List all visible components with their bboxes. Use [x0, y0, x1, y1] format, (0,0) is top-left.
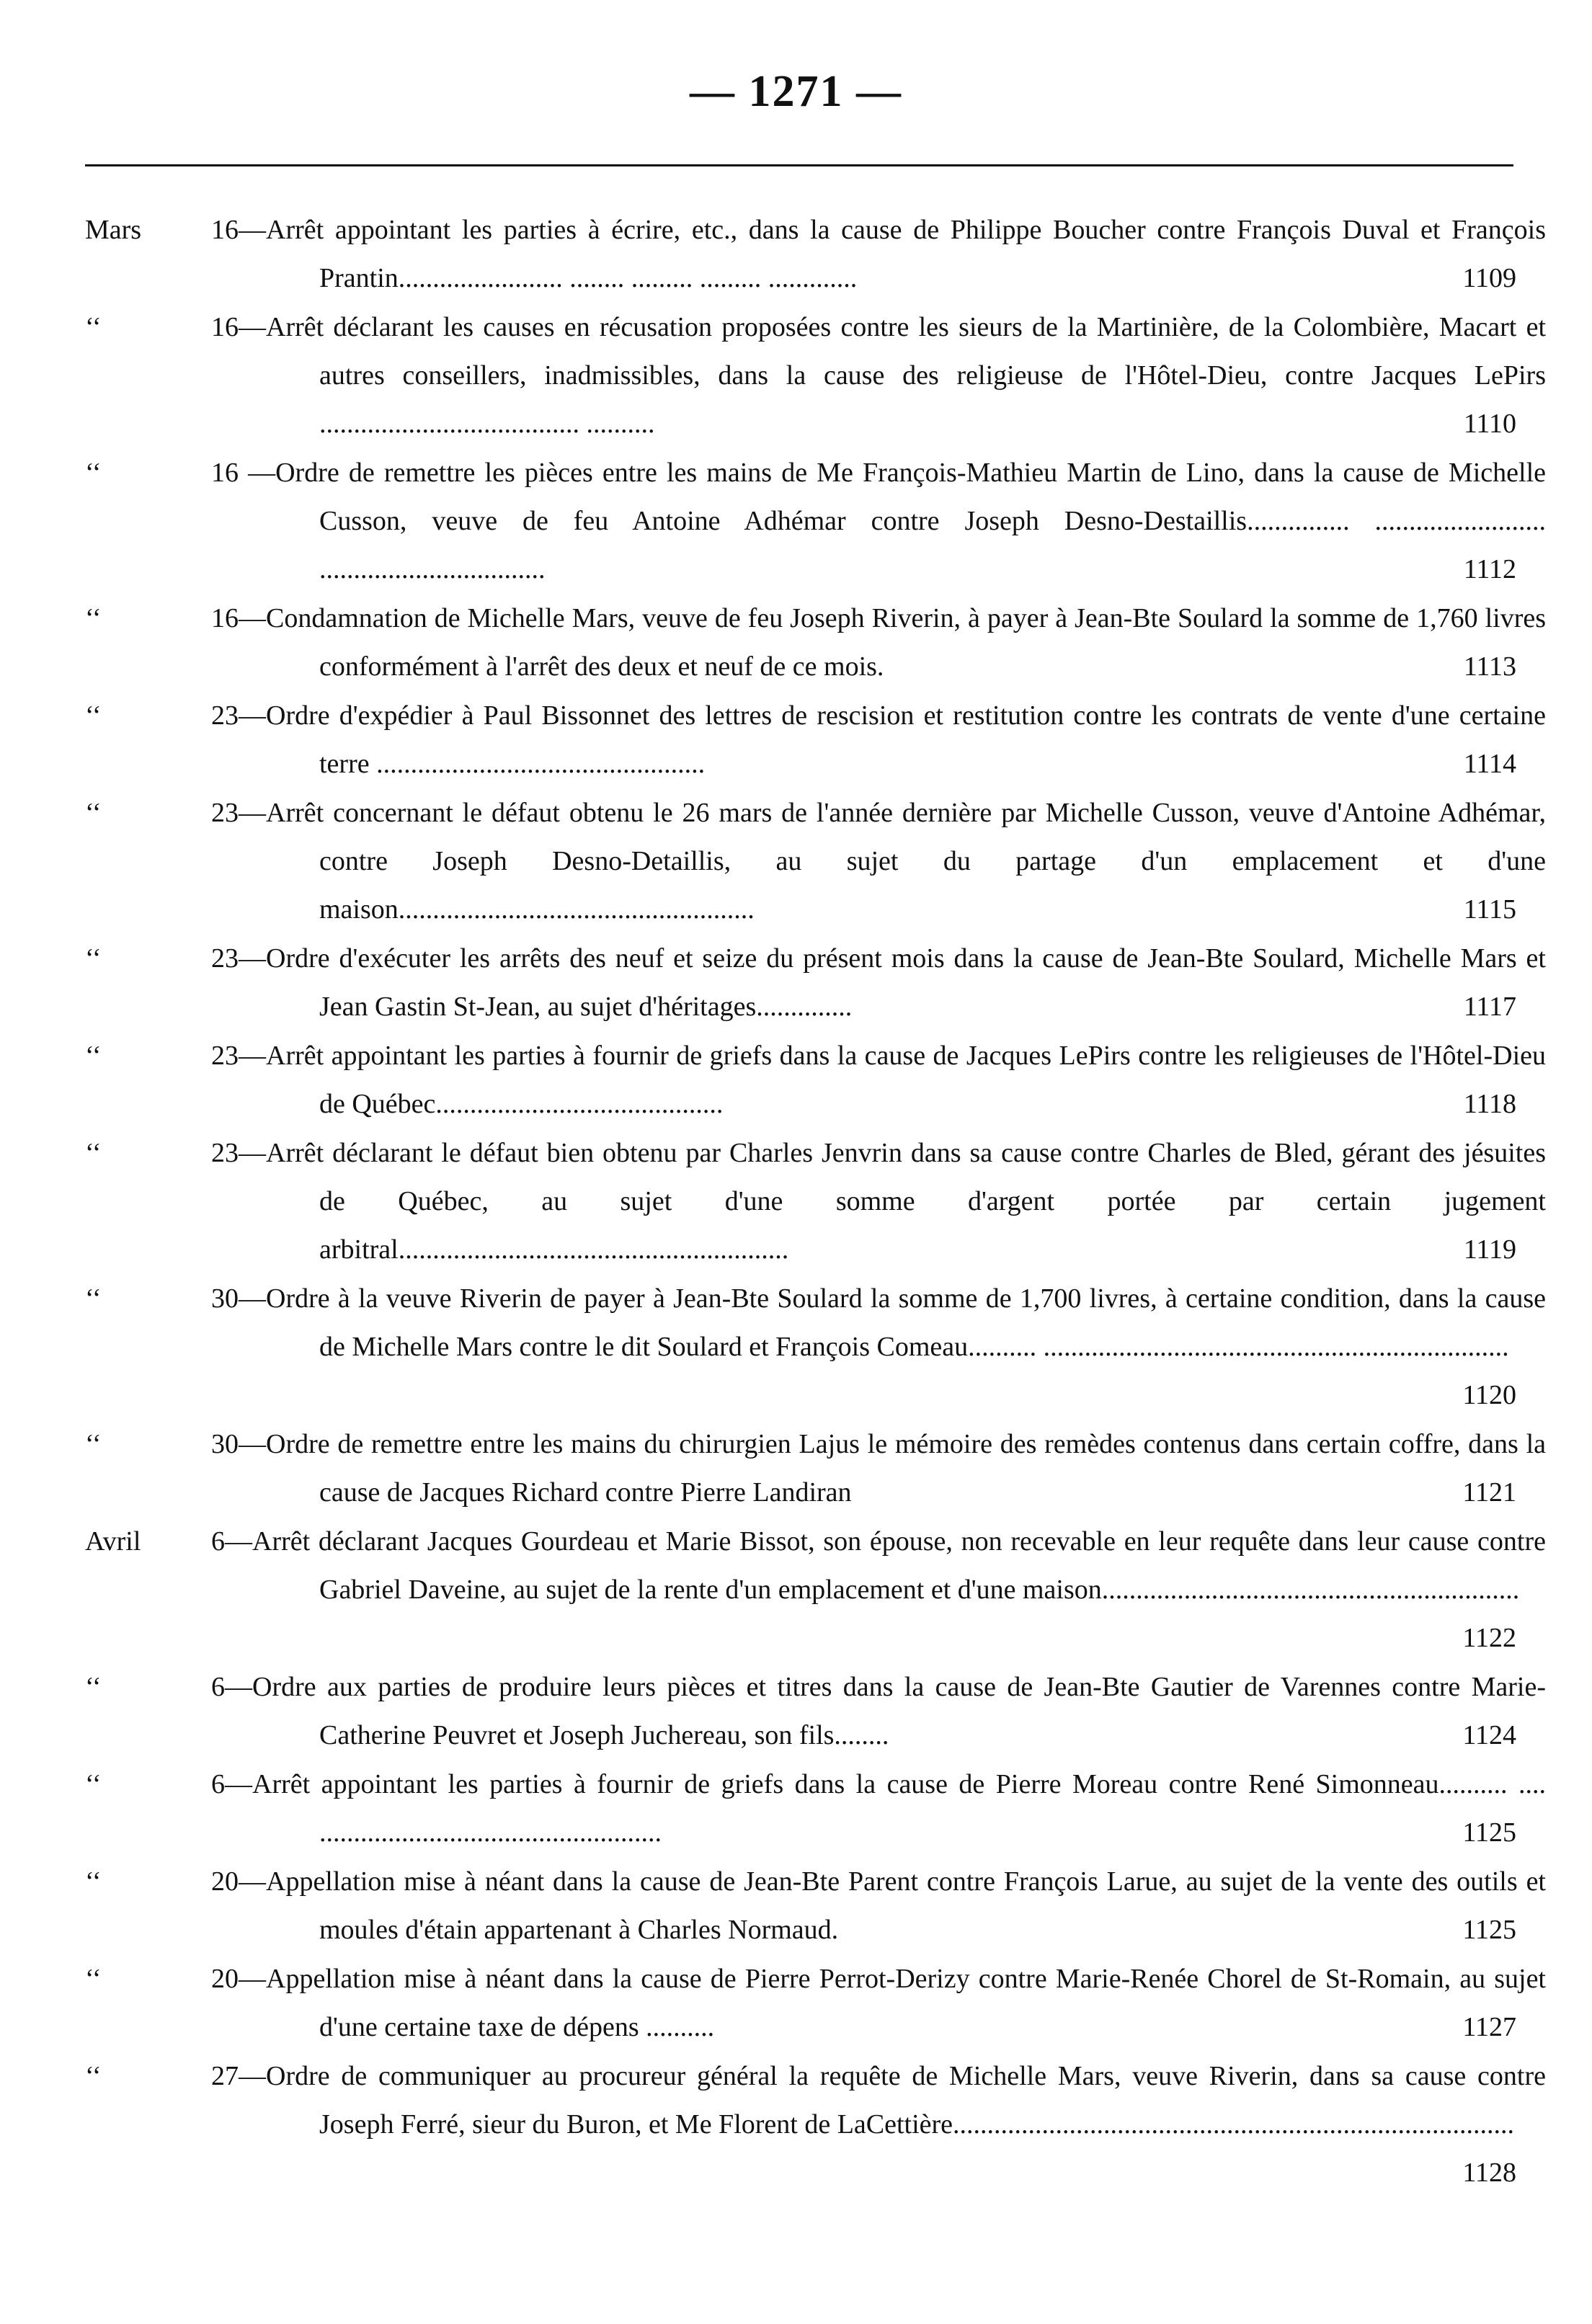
entry-body	[211, 935, 1592, 1031]
entry-text: —Ordre à la veuve Riverin de payer à Jean-Bte Soulard la somme de 1,700 livres, à certaine condition, dans la cause de Michelle Mars contre le dit Soulard et François Comeau.......... ....................................................................	[239, 1283, 1546, 1362]
entry-month: ‘‘	[85, 1041, 102, 1071]
entry-body	[211, 206, 1592, 303]
entry-page-ref: 1122	[1462, 1623, 1516, 1653]
entry-text: —Ordre d'exécuter les arrêts des neuf et seize du présent mois dans la cause de Jean-Bte Soulard, Michelle Mars et Jean Gastin St-Jean, au sujet d'héritages..............	[239, 943, 1546, 1022]
header-rule	[85, 164, 1513, 166]
register-entry	[0, 1663, 1592, 1760]
entry-text: —Arrêt appointant les parties à écrire, etc., dans la cause de Philippe Boucher contre François Duval et François Prantin........................ ........ ......... ......... .............	[239, 215, 1546, 293]
entry-day: 23	[211, 943, 239, 974]
entry-month: ‘‘	[85, 1964, 102, 1994]
entry-text: —Arrêt appointant les parties à fournir de griefs dans la cause de Pierre Moreau contre René Simonneau.......... .... ..................................................	[225, 1769, 1546, 1848]
entry-page-ref: 1118	[1463, 1089, 1516, 1119]
entry-text: —Ordre d'expédier à Paul Bissonnet des lettres de rescision et restitution contre les contrats de vente d'une certaine terre ................................................	[239, 700, 1546, 779]
entry-month: ‘‘	[85, 458, 102, 488]
register-entry	[0, 206, 1592, 303]
register-entry	[0, 1129, 1592, 1274]
entry-body	[211, 789, 1592, 934]
entry-text: —Condamnation de Michelle Mars, veuve de feu Joseph Riverin, à payer à Jean-Bte Soulard la somme de 1,760 livres conformément à l'arrêt des deux et neuf de ce mois.	[239, 603, 1546, 682]
entry-text: —Arrêt appointant les parties à fournir de griefs dans la cause de Jacques LePirs contre les religieuses de l'Hôtel-Dieu de Québec..........................................	[239, 1041, 1546, 1119]
entry-body	[211, 1032, 1592, 1128]
entry-month: ‘‘	[85, 798, 102, 828]
entry-day: 23	[211, 1138, 239, 1168]
entry-body	[211, 303, 1592, 448]
entry-month: ‘‘	[85, 1769, 102, 1799]
entry-text: —Ordre aux parties de produire leurs pièces et titres dans la cause de Jean-Bte Gautier de Varennes contre Marie-Catherine Peuvret et Joseph Juchereau, son fils........	[225, 1672, 1546, 1750]
entry-page-ref: 1125	[1462, 1817, 1516, 1848]
entry-body	[211, 1955, 1592, 2052]
entry-text: —Arrêt déclarant Jacques Gourdeau et Marie Bissot, son épouse, non recevable en leur requête dans leur cause contre Gabriel Daveine, au sujet de la rente d'un emplacement et d'une maison.............................................................	[225, 1526, 1546, 1605]
entry-month: ‘‘	[85, 1866, 102, 1897]
register-entry	[0, 935, 1592, 1031]
entry-month: ‘‘	[85, 603, 102, 633]
entry-day: 20	[211, 1964, 239, 1994]
entry-page-ref: 1125	[1462, 1915, 1516, 1945]
entry-day: 27	[211, 2061, 239, 2091]
entry-body	[211, 449, 1592, 594]
entry-page-ref: 1117	[1463, 992, 1516, 1022]
entry-page-ref: 1109	[1462, 263, 1516, 293]
entry-day: 20	[211, 1866, 239, 1897]
register-entry	[0, 1275, 1592, 1420]
entry-body	[211, 1760, 1592, 1857]
register-entry	[0, 1420, 1592, 1517]
entry-day: 23	[211, 798, 239, 828]
register-entry	[0, 1955, 1592, 2052]
entry-body	[211, 1663, 1592, 1760]
entry-page-ref: 1119	[1463, 1234, 1516, 1265]
entry-page-ref: 1127	[1462, 2012, 1516, 2042]
entry-page-ref: 1128	[1462, 2158, 1516, 2188]
entry-body	[211, 692, 1592, 788]
entry-day: 6	[211, 1769, 225, 1799]
register-entry	[0, 1518, 1592, 1662]
entry-day: 16	[211, 603, 239, 633]
entry-text: —Arrêt déclarant le défaut bien obtenu par Charles Jenvrin dans sa cause contre Charles de Bled, gérant des jésuites de Québec, au sujet d'une somme d'argent portée par certain jugement arbitral.........................................................	[239, 1138, 1546, 1265]
register-entry	[0, 789, 1592, 934]
entry-month: Avril	[85, 1526, 141, 1557]
register-entry	[0, 449, 1592, 594]
entry-day: 16	[211, 458, 239, 488]
entry-text: —Appellation mise à néant dans la cause de Jean-Bte Parent contre François Larue, au sujet de la vente des outils et moules d'étain appartenant à Charles Normaud.	[239, 1866, 1546, 1945]
entry-text: —Arrêt déclarant les causes en récusation proposées contre les sieurs de la Martinière, de la Colombière, Macart et autres conseillers, inadmissibles, dans la cause des religieuse de l'Hôtel-Dieu, contre Jacques LePirs ...................................... ..........	[239, 312, 1546, 439]
entry-body	[211, 595, 1592, 691]
page-number: — 1271 —	[690, 67, 902, 116]
entry-month: ‘‘	[85, 943, 102, 974]
entry-page-ref: 1114	[1463, 749, 1516, 779]
entry-body	[211, 2052, 1592, 2149]
entry-month: Mars	[85, 215, 142, 245]
entry-day: 16	[211, 312, 239, 342]
entry-page-ref: 1110	[1463, 409, 1516, 439]
entry-day: 23	[211, 700, 239, 731]
entry-day: 23	[211, 1041, 239, 1071]
register-entry	[0, 1760, 1592, 1857]
entry-month: ‘‘	[85, 1283, 102, 1314]
entry-month: ‘‘	[85, 1672, 102, 1702]
entry-day: 6	[211, 1672, 225, 1702]
entry-month: ‘‘	[85, 1138, 102, 1168]
entry-body	[211, 1420, 1592, 1517]
entry-text: —Arrêt concernant le défaut obtenu le 26 mars de l'année dernière par Michelle Cusson, veuve d'Antoine Adhémar, contre Joseph Desno-Detaillis, au sujet du partage d'un emplacement et d'une maison....................................................	[239, 798, 1546, 925]
entry-body	[211, 1275, 1592, 1371]
entry-text: —Appellation mise à néant dans la cause de Pierre Perrot-Derizy contre Marie-Renée Chorel de St-Romain, au sujet d'une certaine taxe de dépens ..........	[239, 1964, 1546, 2042]
register-entry	[0, 595, 1592, 691]
entry-month: ‘‘	[85, 312, 102, 342]
entry-month: ‘‘	[85, 1429, 102, 1459]
entry-day: 6	[211, 1526, 225, 1557]
entry-month: ‘‘	[85, 700, 102, 731]
register-entry	[0, 303, 1592, 448]
register-entry	[0, 2052, 1592, 2197]
entry-page-ref: 1112	[1463, 554, 1516, 584]
entry-page-ref: 1113	[1463, 651, 1516, 682]
entry-text: —Ordre de communiquer au procureur général la requête de Michelle Mars, veuve Riverin, dans sa cause contre Joseph Ferré, sieur du Buron, et Me Florent de LaCettière..................................................................................	[239, 2061, 1546, 2140]
entry-body	[211, 1129, 1592, 1274]
register-entries	[0, 206, 1592, 2198]
entry-page-ref: 1121	[1462, 1477, 1516, 1508]
entry-body	[211, 1858, 1592, 1954]
entry-text: —Ordre de remettre les pièces entre les mains de Me François-Mathieu Martin de Lino, dans la cause de Michelle Cusson, veuve de feu Antoine Adhémar contre Joseph Desno-Destaillis............... ......................... .................................	[239, 458, 1546, 584]
entry-text: —Ordre de remettre entre les mains du chirurgien Lajus le mémoire des remèdes contenus dans certain coffre, dans la cause de Jacques Richard contre Pierre Landiran	[239, 1429, 1546, 1508]
entry-month: ‘‘	[85, 2061, 102, 2091]
register-entry	[0, 1858, 1592, 1954]
entry-page-ref: 1115	[1463, 894, 1516, 925]
entry-day: 16	[211, 215, 239, 245]
entry-day: 30	[211, 1429, 239, 1459]
register-entry	[0, 692, 1592, 788]
entry-day: 30	[211, 1283, 239, 1314]
entry-page-ref: 1120	[1462, 1380, 1516, 1410]
entry-page-ref: 1124	[1462, 1720, 1516, 1750]
entry-body	[211, 1518, 1592, 1614]
register-entry	[0, 1032, 1592, 1128]
